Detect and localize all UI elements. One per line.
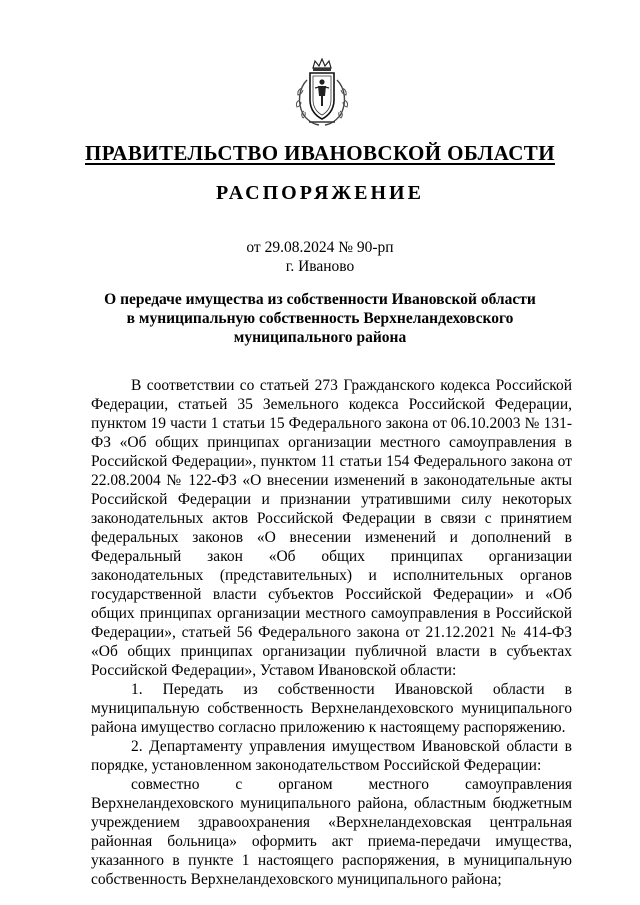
- item-2-paragraph: 2. Департаменту управления имуществом Ивановской области в порядке, установленном законодательством Российской Федерации:: [91, 738, 572, 774]
- item-1-paragraph: 1. Передать из собственности Ивановской области в муниципальную собственность Верхнеландеховского муниципального района имущество согласно приложению к настоящему распоряжению.: [91, 681, 572, 736]
- item-2-subparagraph: совместно с органом местного самоуправления Верхнеландеховского муниципального района, областным бюджетным учреждением здравоохранения «Верхнеландеховская центральная районная больница» оформить акт приема-передачи имущества, указанного в пункте 1 настоящего распоряжения, в муниципальную собственность Верхнеландеховского муниципального района;: [91, 776, 572, 888]
- document-type: РАСПОРЯЖЕНИЕ: [216, 182, 424, 204]
- city: г. Иваново: [285, 258, 355, 275]
- subject-line: в муниципальную собственность Верхнеландеховского: [126, 310, 514, 327]
- subject-line: муниципального района: [233, 329, 407, 346]
- subject-line: О передаче имущества из собственности Ивановской области: [104, 291, 536, 308]
- preamble-paragraph: В соответствии со статьей 273 Гражданского кодекса Российской Федерации, статьей 35 Земельного кодекса Российской Федерации, пунктом 19 части 1 статьи 15 Федерального закона от 06.10.2003 № 131-ФЗ «Об общих принципах организации местного самоуправления в Российской Федерации», пунктом 11 статьи 154 Федерального закона от 22.08.2004 № 122-ФЗ «О внесении изменений в законодательные акты Российской Федерации и признании утратившими силу некоторых законодательных актов Российской Федерации в связи с принятием федеральных законов «О внесении изменений и дополнений в Федеральный закон «Об общих принципах организации законодательных (представительных) и исполнительных органов государственной власти субъектов Российской Федерации» и «Об общих принципах организации местного самоуправления в Российской Федерации», статьей 56 Федерального закона от 21.12.2021 № 414-ФЗ «Об общих принципах организации публичной власти в субъектах Российской Федерации», Уставом Ивановской области:: [91, 377, 572, 679]
- date-number: от 29.08.2024 № 90-рп: [246, 239, 394, 256]
- document-subject: [0, 290, 640, 347]
- coat-of-arms-emblem: [293, 58, 351, 128]
- government-title: ПРАВИТЕЛЬСТВО ИВАНОВСКОЙ ОБЛАСТИ: [85, 141, 555, 165]
- document-body: [91, 376, 572, 889]
